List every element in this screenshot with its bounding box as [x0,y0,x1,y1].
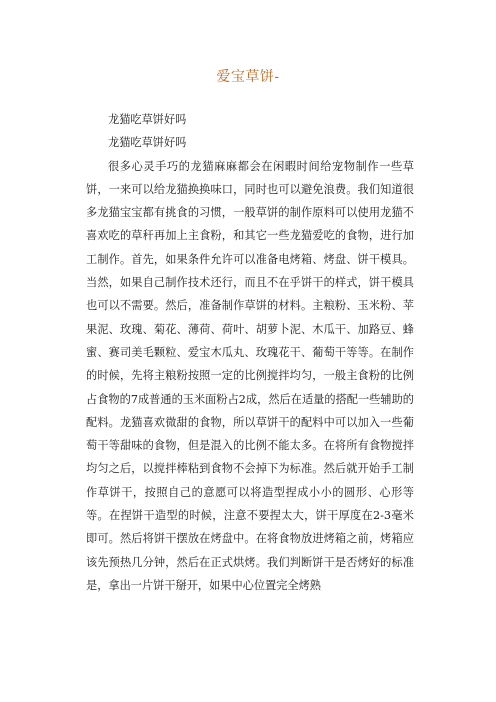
document-title: 爱宝草饼- [216,69,280,85]
body-paragraph: 很多心灵手巧的龙猫麻麻都会在闲暇时间给宠物制作一些草饼，一来可以给龙猫换换味口，同时也可以避免浪费。我们知道很多龙猫宝宝都有挑食的习惯，一般草饼的制作原料可以使用龙猫不喜欢吃的草秆再加上主食粉，和其它一些龙猫爱吃的食物，进行加工制作。首先，如果条件允许可以准备电烤箱、烤盘、饼干模具。当然，如果自己制作技术还行，而且不在乎饼干的样式，饼干模具也可以不需要。然后，准备制作草饼的材料。主粮粉、玉米粉、苹果泥、玫瑰、菊花、薄荷、荷叶、胡萝卜泥、木瓜干、加路豆、蜂蜜、赛司美毛颗粒、爱宝木瓜丸、玫瑰花干、葡萄干等等。在制作的时候，先将主粮粉按照一定的比例搅拌均匀，一般主食粉的比例占食物的7成普通的玉米面粉占2成，然后在适量的搭配一些辅助的配料。龙猫喜欢微甜的食物，所以草饼干的配料中可以加入一些葡萄干等甜味的食物，但是混入的比例不能太多。在将所有食物搅拌均匀之后，以搅拌棒粘到食物不会掉下为标准。然后就开始手工制作草饼干，按照自己的意愿可以将造型捏成小小的圆形、心形等等。在捏饼干造型的时候，注意不要捏太大，饼干厚度在2-3毫米即可。然后将饼干摆放在烤盘中。在将食物放进烤箱之前，烤箱应该先预热几分钟，然后在正式烘烤。我们判断饼干是否烤好的标准是，拿出一片饼干掰开，如果中心位置完全烤熟 [86,159,414,592]
document-body [86,108,414,597]
subheading-repeat: 龙猫吃草饼好吗 [108,136,187,150]
subheading: 龙猫吃草饼好吗 [108,113,187,126]
